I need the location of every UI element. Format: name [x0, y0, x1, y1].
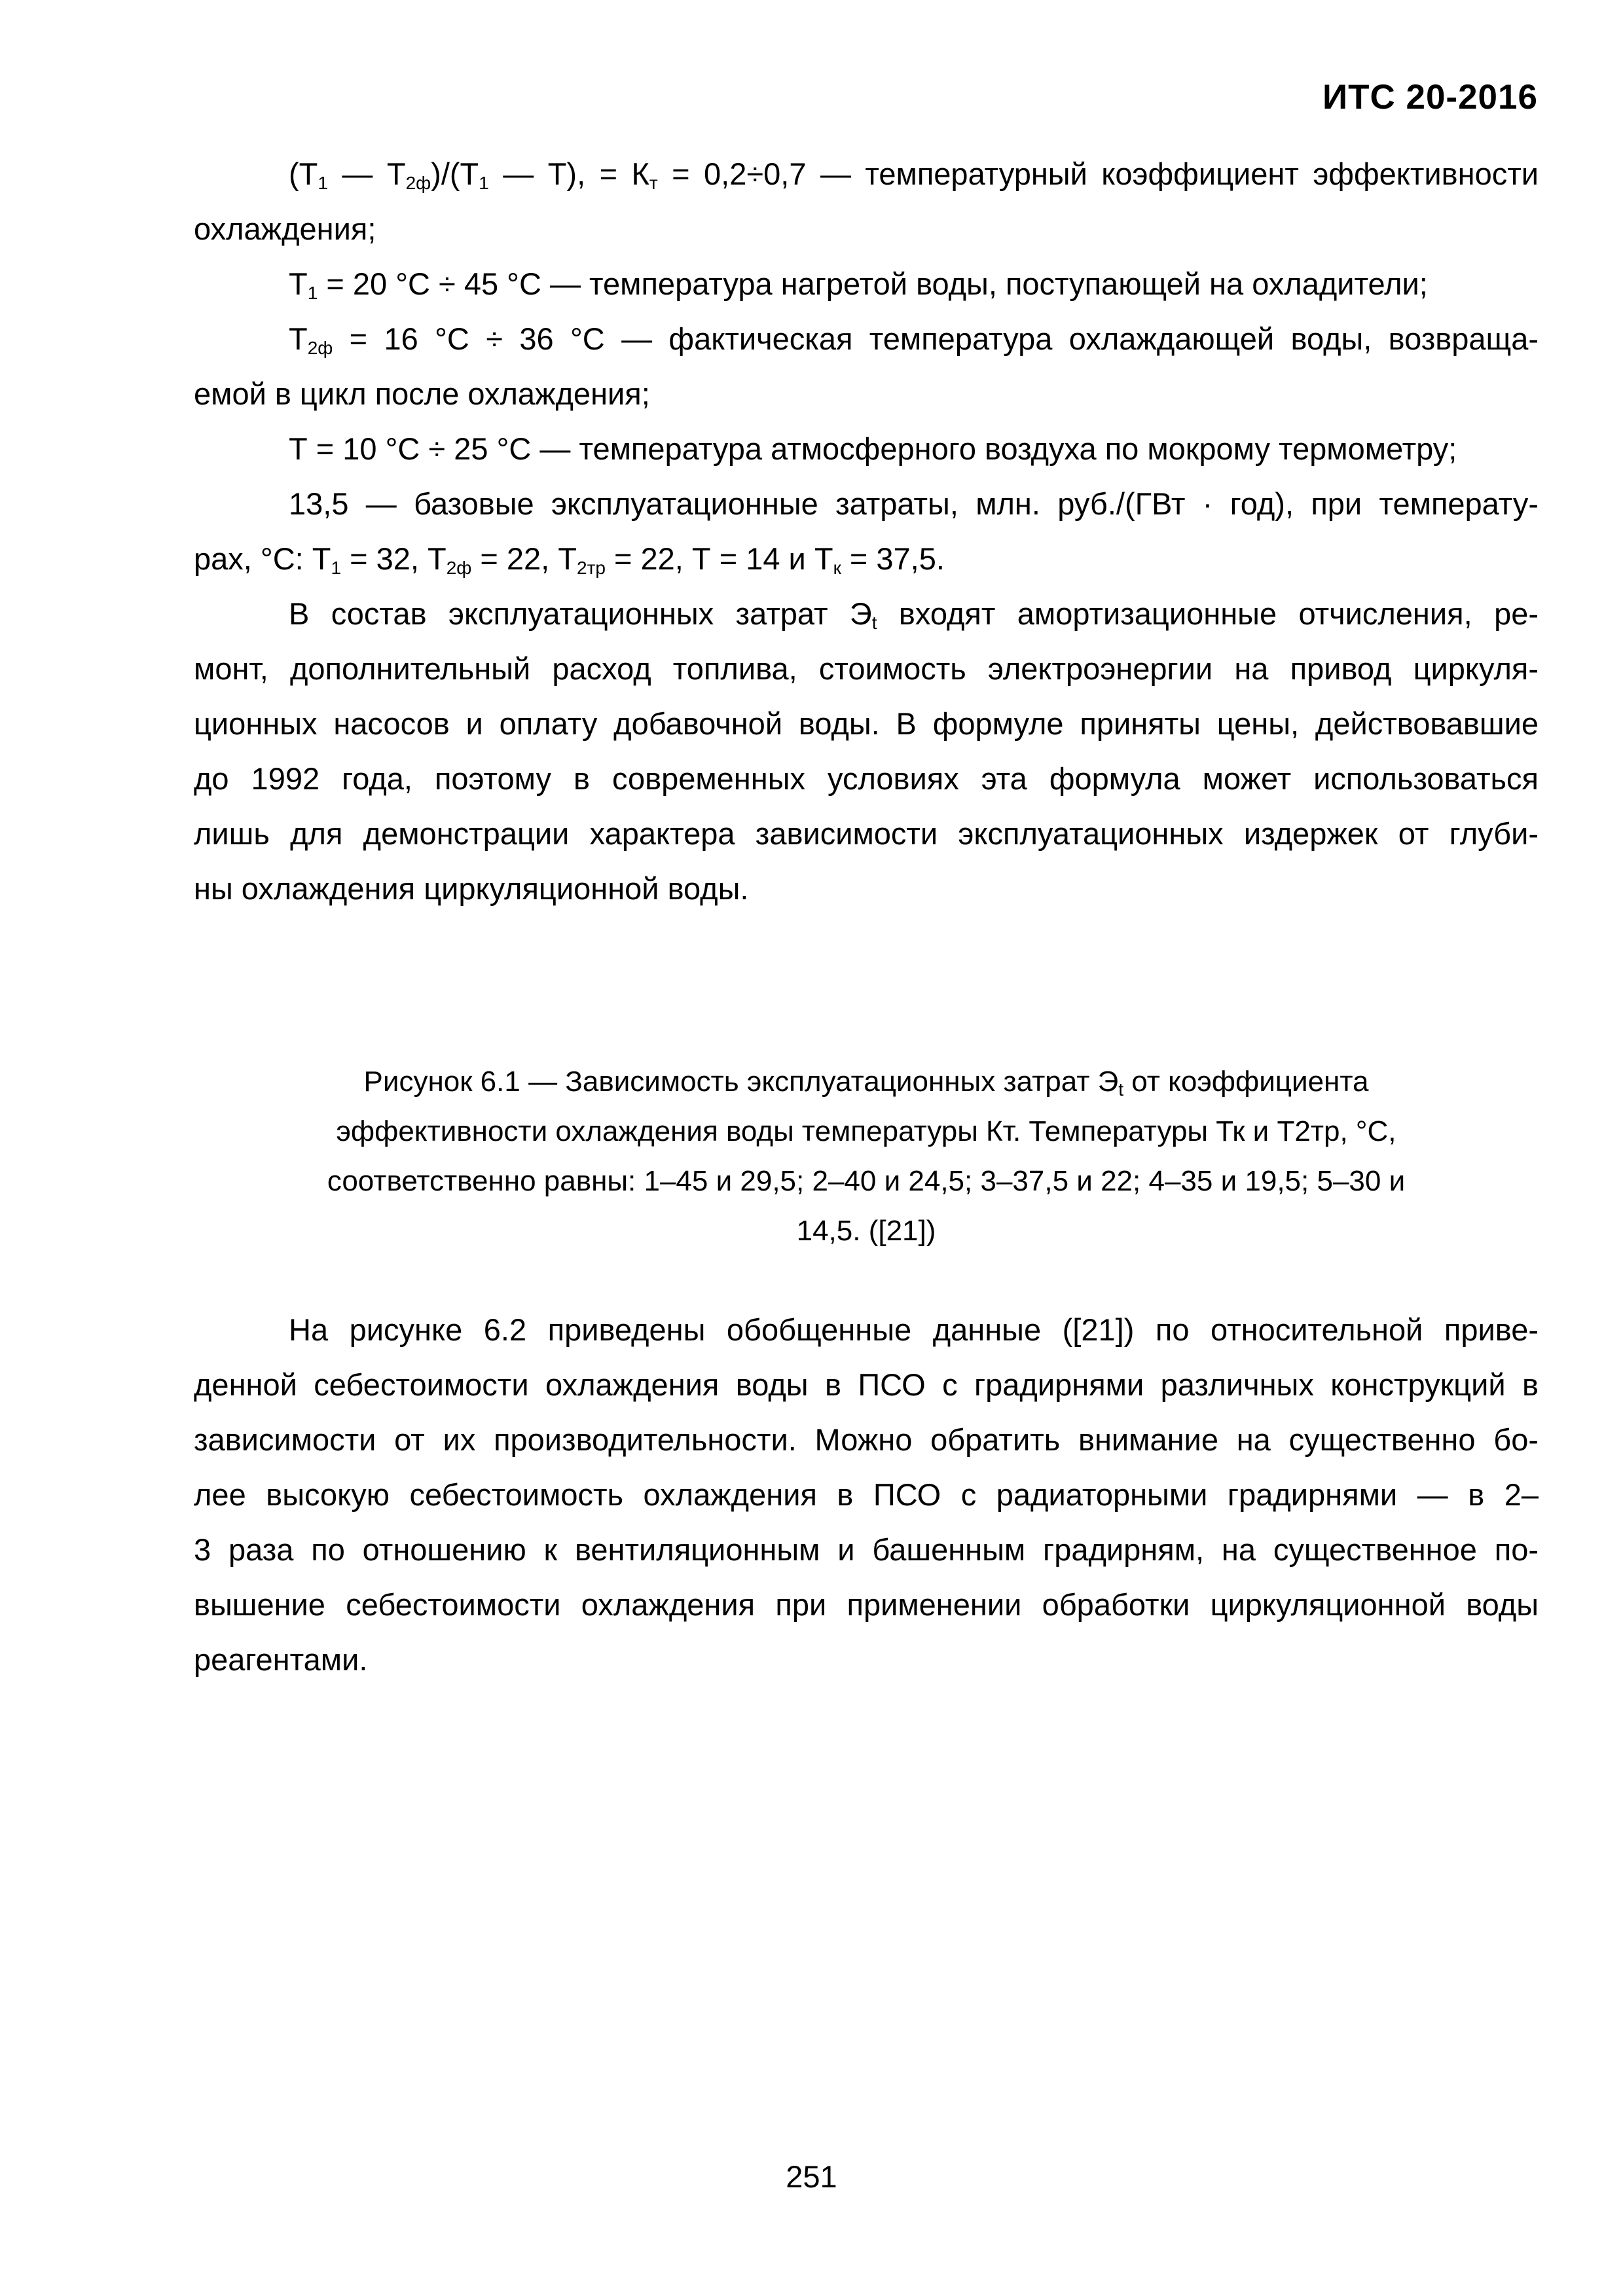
text-line: $Т_{2ф} = 16$ °С ÷ 36 °С — фактическая температура охлаждающей воды, возвраща-: [289, 321, 1539, 358]
text-line: В состав эксплуатационных затрат $Э_t$ входят амортизационные отчисления, ре-: [289, 596, 1539, 633]
paragraph-figure-6-2: [194, 1302, 1539, 1687]
figure-caption: [194, 1057, 1539, 1256]
caption-line: 14,5. ([21]): [796, 1215, 936, 1247]
text-line: лишь для демонстрации характера зависимости эксплуатационных издержек от глуби-: [194, 816, 1539, 851]
text-line: ционных насосов и оплату добавочной воды. В формуле приняты цены, действовавшие: [194, 706, 1539, 741]
text-line: На рисунке 6.2 приведены обобщенные данные ([21]) по относительной приве-: [289, 1312, 1539, 1347]
text-line: вышение себестоимости охлаждения при применении обработки циркуляционной воды: [194, 1587, 1539, 1622]
text-line: до 1992 года, поэтому в современных условиях эта формула может использоваться: [194, 761, 1539, 796]
text-line: монт, дополнительный расход топлива, стоимость электроэнергии на привод циркуля-: [194, 651, 1539, 686]
text-line: зависимости от их производительности. Можно обратить внимание на существенно бо-: [194, 1422, 1539, 1457]
text-line: лее высокую себестоимость охлаждения в ПСО с радиаторными градирнями — в 2–: [194, 1477, 1539, 1512]
text-line: охлаждения;: [194, 211, 376, 246]
text-line: 3 раза по отношению к вентиляционным и башенным градирням, на существенное по-: [194, 1532, 1539, 1567]
text-line: емой в цикл после охлаждения;: [194, 376, 650, 411]
caption-line: Рисунок 6.1 — Зависимость эксплуатационных затрат $Э_t$ от коэффициента: [363, 1066, 1369, 1100]
caption-line: соответственно равны: 1–45 и 29,5; 2–40 и 24,5; 3–37,5 и 22; 4–35 и 19,5; 5–30 и: [327, 1165, 1406, 1197]
formula-explanation-block: [194, 147, 1539, 916]
text-line: 13,5 — базовые эксплуатационные затраты, млн. руб./(ГВт · год), при температу-: [289, 486, 1539, 521]
text-line: рах, °С: $Т_1 = 32$, $Т_{2ф} = 22$, $Т_{2тр} = 22$, Т = 14 и $Т_к = 37,5$.: [194, 541, 945, 578]
caption-line: эффективности охлаждения воды температуры Кт. Температуры Тк и Т2тр, °С,: [336, 1115, 1396, 1147]
text-line: денной себестоимости охлаждения воды в ПСО с градирнями различных конструкций в: [194, 1367, 1539, 1402]
text-line: реагентами.: [194, 1642, 368, 1677]
text-line: Т = 10 °С ÷ 25 °С — температура атмосферного воздуха по мокрому термометру;: [289, 431, 1457, 466]
page-number: 251: [786, 2159, 837, 2194]
text-line: ($Т_1$ — $Т_{2ф})/(Т_1$ — Т), = $К_т = 0,2\div 0,7$ — температурный коэффициент эффективности: [289, 156, 1539, 193]
document-code: ИТС 20-2016: [1322, 78, 1538, 117]
text-line: ны охлаждения циркуляционной воды.: [194, 871, 749, 906]
text-line: $Т_1 = 20$ °С ÷ 45 °С — температура нагретой воды, поступающей на охладители;: [289, 266, 1428, 303]
